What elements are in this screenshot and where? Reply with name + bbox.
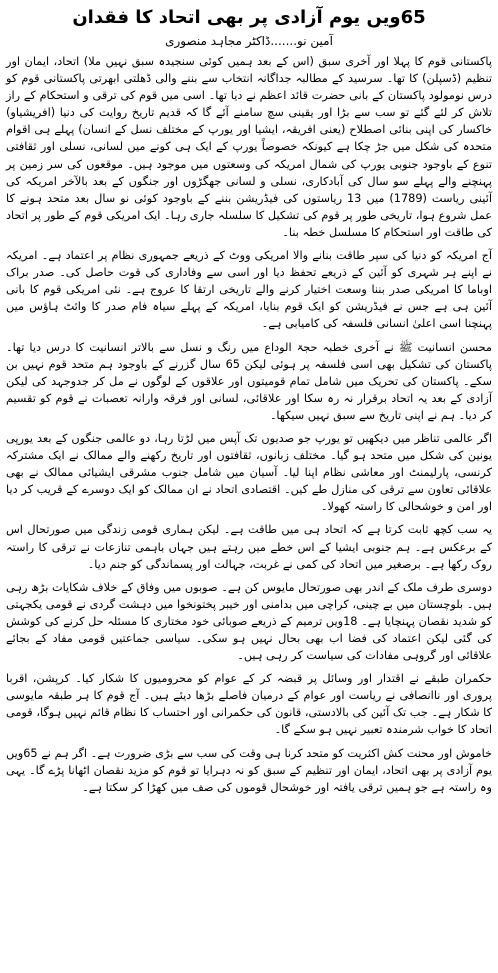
author-byline: آمین نو.......ڈاکٹر مجاہد منصوری <box>165 34 333 48</box>
article-paragraph: دوسری طرف ملک کے اندر بھی صورتحال مایوس کن ہے۔ صوبوں میں وفاق کے خلاف شکایات بڑھ رہی ہیں۔ بلوچستان میں بے چینی، کراچی میں بدامنی اور خیبر پختونخوا میں دہشت گردی نے قومی یکجہتی کو شدید نقصان پہنچایا ہے۔ 18ویں ترمیم کے ذریعے صوبائی خود مختاری کا مسئلہ حل کرنے کی کوشش کی گئی لیکن اعتماد کی فضا اب بھی بحال نہیں ہو سکی۔ سیاسی جماعتیں قومی مفاد کے بجائے علاقائی اور گروہی مفادات کی سیاست کر رہی ہیں۔ <box>6 580 492 663</box>
article-paragraph: یہ سب کچھ ثابت کرتا ہے کہ اتحاد ہی میں طاقت ہے۔ لیکن ہماری قومی زندگی میں صورتحال اس کے برعکس ہے۔ ہم جنوبی ایشیا کے اس خطے میں رہتے ہیں جہاں باہمی تنازعات نے ترقی کا راستہ روک رکھا ہے۔ برصغیر میں اتحاد کی کمی نے غربت، جہالت اور پسماندگی کو جنم دیا۔ <box>6 523 492 571</box>
article-body <box>6 53 492 796</box>
article-paragraph: پاکستانی قوم کا پہلا اور آخری سبق (اس کے بعد ہمیں کوئی سنجیدہ سبق نہیں ملا) اتحاد، ایمان اور تنظیم (ڈسپلن) کا تھا۔ سرسید کے مطالبہ جداگانہ انتخاب سے بننے والی ڈھلتی ابھرتی پاکستانی قوم کو درس نومولود پاکستان کے بانی حضرت قائد اعظم نے دیا تھا۔ اسی میں قوم کی ترقی و استحکام کے راز تلاش کر لئے گئے تو سب سے بڑا اور یقینی سچ سامنے آئے گا کہ قدیم تاریخ روایت کی دنیا (افریشیاو) خاکسار کی اپنی بنائی اصطلاح (یعنی افریقہ، ایشیا اور یورپ کے مختلف نسل کے انسان) پہلے ہی اقوام متحدہ کی شکل میں جڑ چکا ہے کیونکہ خصوصاً یورپ کے ایک ہی کونے میں لسانی، نسلی اور ثقافتی تنوع کے باوجود جنوبی یورپ کی شمال امریکہ کی وسعتوں میں موجود ہیں۔ موقعوں کی سر زمین پر پہنچنے والے پہلے سو سال کی آبادکاری، نسلی و لسانی جھگڑوں اور جنگوں کے بعد بالآخر امریکہ کی آئینی ریاست (1789) میں 13 ریاستوں کی فیڈریشن بننے کے باوجود کوئی نو سال بعد متحد ہونے کا عمل شروع ہوا، تاریخی طور پر قوم کی تشکیل کا سلسلہ جاری رہا۔ ایک امریکی قوم کے طور پر اتحاد کی طاقت اور استحکام کا مسلسل خطہ بنا۔ <box>6 55 492 239</box>
article-paragraph: حکمران طبقے نے اقتدار اور وسائل پر قبضہ کر کے عوام کو محرومیوں کا شکار کیا۔ کرپشن، اقربا پروری اور ناانصافی نے ریاست اور عوام کے درمیان فاصلے بڑھا دیئے ہیں۔ آج قوم کا ہر طبقہ مایوسی کا شکار ہے۔ جب تک آئین کی بالادستی، قانون کی حکمرانی اور احتساب کا نظام قائم نہیں ہوگا، قومی اتحاد کا خواب شرمندہ تعبیر نہیں ہو سکے گا۔ <box>6 672 492 737</box>
article-title: 65ویں یوم آزادی پر بھی اتحاد کا فقدان <box>72 7 426 28</box>
article-paragraph: آج امریکہ کو دنیا کی سپر طاقت بنانے والا امریکی ووٹ کے ذریعے جمہوری نظام پر اعتماد ہے۔ امریکہ نے اپنے ہر شہری کو آئین کے ذریعے تحفظ دیا اور اسی سے وفاداری کی قوت حاصل کی۔ صدر براک اوباما کا امریکی صدر بننا وسعت اختیار کرنے والے تاریخی ارتقا کا عروج ہے۔ نئی امریکی قوم کا بانی آئین ہی ہے جس نے فیڈریشن کو ایک قوم بنایا، امریکہ کے پہلے سیاہ فام صدر کا وائٹ ہاؤس میں پہنچنا اسی اعلیٰ انسانی فلسفہ کی کامیابی ہے۔ <box>6 249 492 331</box>
article-paragraph: محسن انسانیت ﷺ نے آخری خطبہ حجۃ الوداع میں رنگ و نسل سے بالاتر انسانیت کا درس دیا تھا۔ پاکستان کی تشکیل بھی اسی فلسفہ پر ہوئی لیکن 65 سال گزرنے کے باوجود ہم متحد قوم نہیں بن سکے۔ پاکستان کی تحریک میں شامل تمام قومیتوں اور علاقوں کے لوگوں نے مل کر جدوجہد کی لیکن آزادی کے بعد یہ اتحاد برقرار نہ رہ سکا اور علاقائی، لسانی اور فرقہ وارانہ تعصبات نے قوم کو تقسیم کر دیا۔ ہم نے اپنی تاریخ سے سبق نہیں سیکھا۔ <box>6 340 492 422</box>
article-paragraph: اگر عالمی تناظر میں دیکھیں تو یورپ جو صدیوں تک آپس میں لڑتا رہا، دو عالمی جنگوں کے بعد یورپی یونین کی شکل میں متحد ہو گیا۔ مختلف زبانوں، ثقافتوں اور تاریخ رکھنے والے ممالک نے ایک مشترکہ کرنسی، پارلیمنٹ اور معاشی نظام اپنا لیا۔ آسیان میں شامل جنوب مشرقی ایشیائی ممالک نے بھی علاقائی تعاون سے ترقی کی منازل طے کیں۔ اقتصادی اتحاد نے ان ممالک کو ایک دوسرے کے قریب کر دیا اور امن و خوشحالی کا راستہ کھولا۔ <box>6 431 492 514</box>
article-paragraph: خاموش اور محنت کش اکثریت کو متحد کرنا ہی وقت کی سب سے بڑی ضرورت ہے۔ اگر ہم نے 65ویں یوم آزادی پر بھی اتحاد، ایمان اور تنظیم کے سبق کو نہ دہرایا تو قوم کو مزید نقصان اٹھانا پڑے گا۔ یہی وہ راستہ ہے جو ہمیں ترقی یافتہ اور خوشحال قوموں کی صف میں کھڑا کر سکتا ہے۔ <box>6 746 492 794</box>
